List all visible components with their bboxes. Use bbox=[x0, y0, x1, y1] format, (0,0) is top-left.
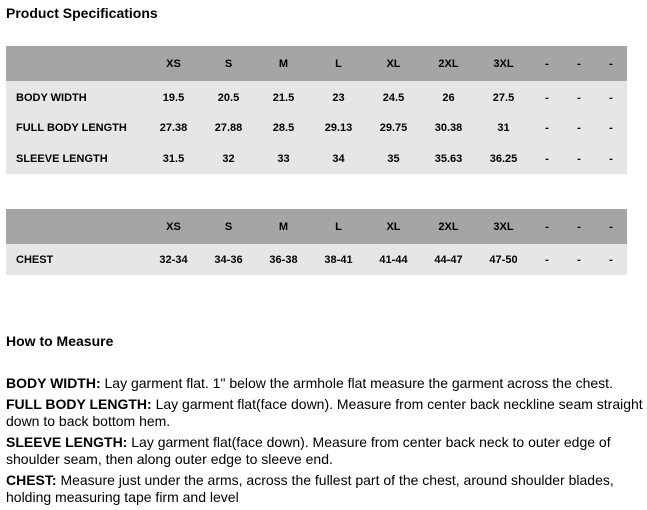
instruction-term: FULL BODY LENGTH: bbox=[6, 395, 152, 412]
row-label: FULL BODY LENGTH bbox=[16, 121, 127, 134]
size-header-cell: M bbox=[278, 57, 289, 70]
size-header-cell: L bbox=[335, 220, 342, 233]
table-cell: - bbox=[577, 152, 581, 165]
size-header-cell: S bbox=[224, 220, 233, 233]
row-label: BODY WIDTH bbox=[16, 92, 87, 104]
table-cell: 29.13 bbox=[324, 121, 353, 134]
table-row bbox=[6, 143, 627, 174]
instruction-text: Measure just under the arms, across the fullest part of the chest, around shoulder blades, holding measuring tape firm and level bbox=[6, 471, 614, 505]
table-row bbox=[6, 112, 627, 143]
instruction-text: Lay garment flat(face down). Measure from center back neckline seam straight down to back bottom hem. bbox=[6, 395, 643, 429]
measure-instructions bbox=[6, 375, 646, 510]
table-cell: - bbox=[577, 253, 581, 266]
size-header-row bbox=[6, 46, 627, 81]
instruction-term: BODY WIDTH: bbox=[6, 375, 101, 391]
row-label: SLEEVE LENGTH bbox=[16, 152, 108, 165]
table-cell: 36.25 bbox=[489, 152, 518, 165]
table-cell: 35.63 bbox=[434, 152, 463, 165]
table-cell: 29.75 bbox=[379, 121, 408, 134]
table-cell: 41-44 bbox=[379, 253, 408, 266]
table-cell: 28.5 bbox=[272, 121, 295, 134]
table-cell: 19.5 bbox=[162, 92, 185, 104]
instruction-chest bbox=[6, 472, 646, 507]
size-header-cell: - bbox=[609, 220, 613, 233]
table-cell: - bbox=[545, 121, 549, 134]
size-header-cell: - bbox=[577, 57, 581, 70]
size-header-cell: M bbox=[278, 220, 289, 233]
page-title: Product Specifications bbox=[6, 5, 158, 21]
chest-spec-table bbox=[6, 209, 627, 275]
table-cell: 21.5 bbox=[272, 92, 295, 104]
table-cell: - bbox=[545, 253, 549, 266]
table-row bbox=[6, 81, 627, 112]
table-cell: - bbox=[609, 253, 613, 266]
size-header-cell: XL bbox=[386, 220, 401, 233]
table-cell: 30.38 bbox=[434, 121, 463, 134]
instruction-body-width bbox=[6, 375, 646, 393]
instruction-full-body-length bbox=[6, 396, 646, 431]
size-header-cell: - bbox=[577, 220, 581, 233]
table-cell: - bbox=[609, 121, 613, 134]
instruction-term: SLEEVE LENGTH: bbox=[6, 433, 128, 450]
size-header-cell: 3XL bbox=[493, 220, 514, 233]
table-cell: - bbox=[545, 92, 549, 104]
size-header-cell: XL bbox=[386, 57, 401, 70]
table-cell: 27.38 bbox=[159, 121, 188, 134]
table-cell: 31.5 bbox=[162, 152, 185, 165]
table-cell: 34 bbox=[332, 152, 345, 165]
row-label: CHEST bbox=[16, 253, 54, 266]
instruction-text: Lay garment flat(face down). Measure from center back neck to outer edge of shoulder seam, then along outer edge to sleeve end. bbox=[6, 433, 611, 467]
table-cell: - bbox=[545, 152, 549, 165]
table-cell: 31 bbox=[497, 121, 510, 134]
instruction-term: CHEST: bbox=[6, 471, 57, 488]
table-cell: 20.5 bbox=[217, 92, 240, 104]
how-to-measure-heading: How to Measure bbox=[6, 333, 114, 349]
size-header-cell: XS bbox=[166, 57, 181, 70]
table-cell: - bbox=[609, 152, 613, 165]
table-cell: 33 bbox=[277, 152, 290, 165]
size-header-cell: - bbox=[609, 57, 613, 70]
table-cell: 23 bbox=[332, 92, 345, 104]
table-cell: 35 bbox=[387, 152, 400, 165]
table-cell: 38-41 bbox=[324, 253, 353, 266]
size-header-cell: 3XL bbox=[493, 57, 514, 70]
size-header-cell: - bbox=[545, 57, 549, 70]
table-cell: 32-34 bbox=[159, 253, 188, 266]
size-spec-table bbox=[6, 46, 627, 174]
header-corner-cell bbox=[6, 46, 146, 81]
table-cell: - bbox=[577, 121, 581, 134]
table-cell: 24.5 bbox=[382, 92, 405, 104]
table-cell: 34-36 bbox=[214, 253, 243, 266]
size-header-cell: L bbox=[335, 57, 342, 70]
table-cell: 26 bbox=[442, 92, 455, 104]
instruction-text: Lay garment flat. 1" below the armhole flat measure the garment across the chest. bbox=[100, 375, 613, 391]
instruction-sleeve-length bbox=[6, 434, 646, 469]
size-header-cell: - bbox=[545, 220, 549, 233]
table-row bbox=[6, 244, 627, 275]
size-header-row bbox=[6, 209, 627, 244]
header-corner-cell bbox=[6, 209, 146, 244]
table-cell: 32 bbox=[222, 152, 235, 165]
table-cell: 36-38 bbox=[269, 253, 298, 266]
table-cell: 27.5 bbox=[492, 92, 515, 104]
table-cell: 44-47 bbox=[434, 253, 463, 266]
size-header-cell: XS bbox=[166, 220, 181, 233]
table-cell: 27.88 bbox=[214, 121, 243, 134]
size-header-cell: 2XL bbox=[438, 57, 459, 70]
table-cell: 47-50 bbox=[489, 253, 518, 266]
size-header-cell: S bbox=[224, 57, 233, 70]
size-header-cell: 2XL bbox=[438, 220, 459, 233]
table-cell: - bbox=[577, 92, 581, 104]
table-cell: - bbox=[609, 92, 613, 104]
